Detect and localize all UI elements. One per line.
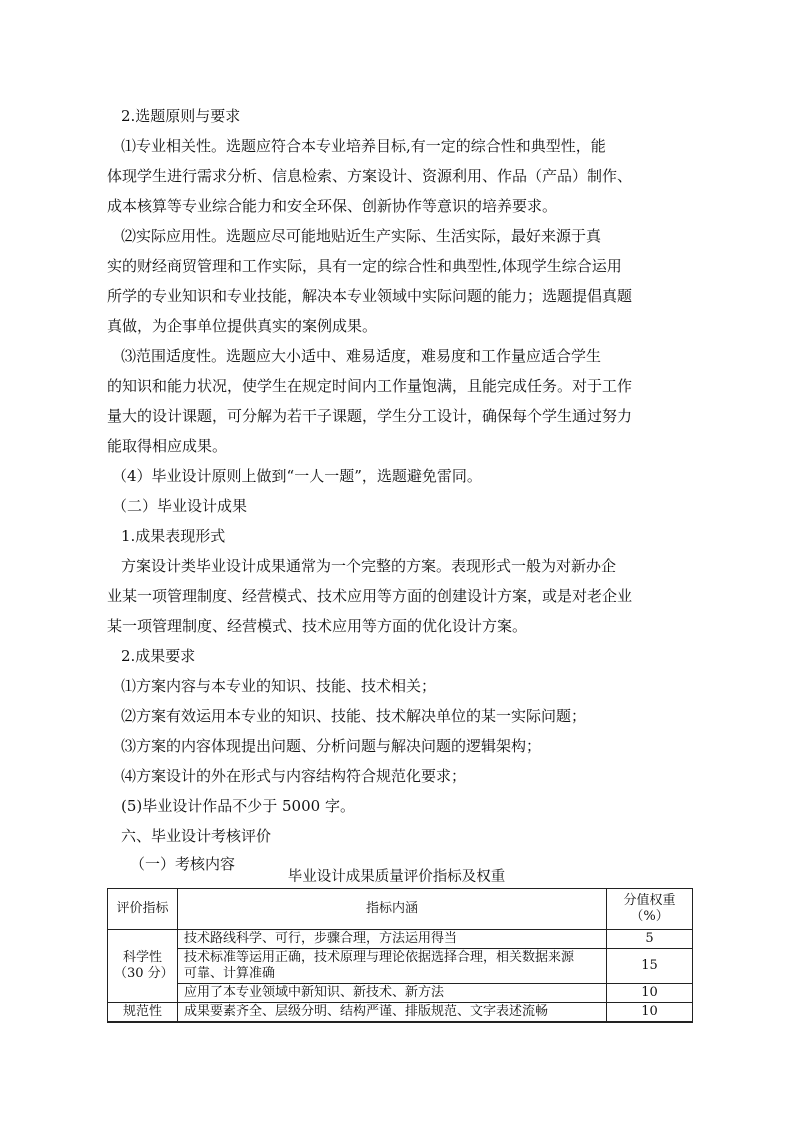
table-row — [108, 1003, 693, 1023]
requirement-item-3: ⑶方案的内容体现提出问题、分析问题与解决问题的逻辑架构； — [121, 737, 542, 755]
paragraph-practicality-line4: 真做，为企事单位提供真实的案例成果。 — [107, 317, 378, 335]
table-row — [108, 949, 693, 984]
paragraph-scope-line1: ⑶范围适度性。选题应大小适中、难易适度，难易度和工作量应适合学生 — [121, 347, 602, 365]
paragraph-scope-line4: 能取得相应成果。 — [107, 437, 228, 455]
table-title: 毕业设计成果质量评价指标及权重 — [287, 869, 506, 885]
requirement-item-4: ⑷方案设计的外在形式与内容结构符合规范化要求； — [121, 767, 467, 785]
requirement-item-5: (5)毕业设计作品不少于 5000 字。 — [121, 797, 355, 815]
group-name-normative: 规范性 — [108, 1003, 178, 1023]
requirement-item-2: ⑵方案有效运用本专业的知识、技能、技术解决单位的某一实际问题； — [121, 707, 587, 725]
row-content — [177, 949, 606, 984]
heading-design-results: （二）毕业设计成果 — [112, 497, 248, 515]
heading-result-form: 1.成果表现形式 — [121, 527, 226, 545]
heading-assessment: 六、毕业设计考核评价 — [121, 827, 272, 845]
group-name-line1: 科学性 — [122, 950, 162, 965]
header-content: 指标内涵 — [177, 889, 606, 930]
paragraph-practicality-line3: 所学的专业知识和专业技能，解决本专业领域中实际问题的能力；选题提倡真题 — [107, 287, 633, 305]
group-name-line2: （30 分） — [114, 966, 174, 981]
row-weight: 10 — [607, 1003, 693, 1023]
header-indicator: 评价指标 — [108, 889, 178, 930]
heading-result-requirements: 2.成果要求 — [121, 647, 196, 665]
row-weight: 15 — [607, 949, 693, 984]
paragraph-result-form-line1: 方案设计类毕业设计成果通常为一个完整的方案。表现形式一般为对新办企 — [121, 557, 617, 575]
paragraph-scope-line3: 量大的设计课题，可分解为若干子课题，学生分工设计，确保每个学生通过努力 — [107, 407, 633, 425]
group-name-scientific — [108, 930, 178, 1003]
paragraph-practicality-line1: ⑵实际应用性。选题应尽可能地贴近生产实际、生活实际，最好来源于真 — [121, 227, 602, 245]
table-header-row — [108, 889, 693, 930]
table-row — [108, 984, 693, 1003]
paragraph-result-form-line2: 业某一项管理制度、经营模式、技术应用等方面的创建设计方案，或是对老企业 — [107, 587, 633, 605]
row-weight: 5 — [607, 930, 693, 949]
heading-selection-principles: 2.选题原则与要求 — [121, 107, 241, 125]
paragraph-relevance-line3: 成本核算等专业综合能力和安全环保、创新协作等意识的培养要求。 — [107, 197, 558, 215]
paragraph-relevance-line2: 体现学生进行需求分析、信息检索、方案设计、资源利用、作品（产品）制作、 — [107, 167, 633, 185]
evaluation-table — [107, 888, 693, 1023]
row-weight: 10 — [607, 984, 693, 1003]
paragraph-scope-line2: 的知识和能力状况，使学生在规定时间内工作量饱满，且能完成任务。对于工作 — [107, 377, 633, 395]
table-row — [108, 930, 693, 949]
header-weight — [607, 889, 693, 930]
header-weight-line1: 分值权重 — [623, 893, 676, 908]
paragraph-practicality-line2: 实的财经商贸管理和工作实际，具有一定的综合性和典型性,体现学生综合运用 — [107, 257, 622, 275]
row-content: 技术路线科学、可行，步骤合理，方法运用得当 — [177, 930, 606, 949]
heading-assessment-content: （一）考核内容 — [130, 855, 236, 873]
header-weight-line2: （%） — [630, 909, 669, 924]
paragraph-one-person-one-topic: （4）毕业设计原则上做到“一人一题”，选题避免雷同。 — [112, 467, 482, 485]
paragraph-result-form-line3: 某一项管理制度、经营模式、技术应用等方面的优化设计方案。 — [107, 617, 528, 635]
requirement-item-1: ⑴方案内容与本专业的知识、技能、技术相关； — [121, 677, 437, 695]
row-content: 成果要素齐全、层级分明、结构严谨、排版规范、文字表述流畅 — [177, 1003, 606, 1023]
row-content-line1: 技术标准等运用正确，技术原理与理论依据选择合理，相关数据来源 — [183, 950, 574, 965]
row-content-line2: 可靠、计算准确 — [183, 966, 275, 981]
paragraph-relevance-line1: ⑴专业相关性。选题应符合本专业培养目标,有一定的综合性和典型性，能 — [121, 137, 606, 155]
row-content: 应用了本专业领域中新知识、新技术、新方法 — [177, 984, 606, 1003]
